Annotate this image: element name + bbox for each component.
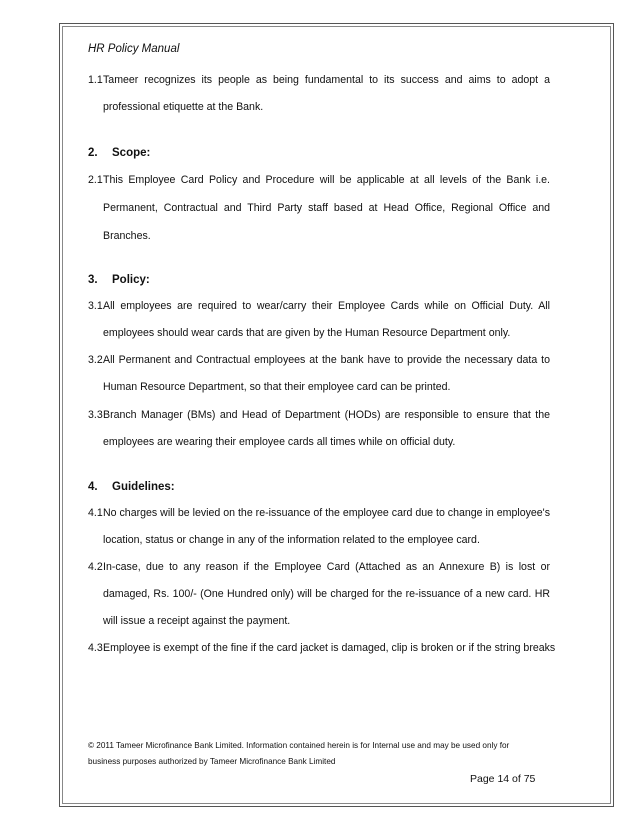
paragraph-line: No charges will be levied on the re-issuance of the employee card due to change in employee's [103,507,550,519]
paragraph-line: damaged, Rs. 100/- (One Hundred only) will be charged for the re-issuance of a new card. HR [103,588,550,600]
paragraph-number: 1.1 [88,74,103,86]
section-title: Scope: [112,147,151,159]
paragraph-line: location, status or change in any of the information related to the employee card. [103,534,480,546]
footer-line: © 2011 Tameer Microfinance Bank Limited. Information contained herein is for Internal use and may be used only for [88,741,510,750]
section-number: 2. [88,147,98,159]
section-heading-scope [88,147,150,159]
section-title: Guidelines: [112,481,175,493]
paragraph-number: 2.1 [88,174,103,186]
paragraph-number: 4.2 [88,561,103,573]
paragraph-line: All employees are required to wear/carry their Employee Cards while on Official Duty. All [103,300,550,312]
paragraph-line: will issue a receipt against the payment. [103,615,291,627]
section-title: Policy: [112,274,150,286]
paragraph-number: 3.2 [88,354,103,366]
paragraph-line: All Permanent and Contractual employees at the bank have to provide the necessary data to [103,354,550,366]
paragraph-line: Employee is exempt of the fine if the card jacket is damaged, clip is broken or if the string breaks [103,642,556,654]
page-number: Page 14 of 75 [470,773,536,785]
paragraph-line: employees are wearing their employee cards all times while on official duty. [103,436,456,448]
paragraph-number: 4.3 [88,642,103,654]
paragraph-line: professional etiquette at the Bank. [103,101,264,113]
paragraph-line: Human Resource Department, so that their employee card can be printed. [103,381,451,393]
paragraph-line: Permanent, Contractual and Third Party staff based at Head Office, Regional Office and [103,202,550,214]
section-heading-guidelines [88,481,175,493]
section-number: 4. [88,481,98,493]
paragraph-line: Branch Manager (BMs) and Head of Department (HODs) are responsible to ensure that the [103,409,550,421]
paragraph-number: 4.1 [88,507,103,519]
paragraph-number: 3.3 [88,409,103,421]
footer-line: business purposes authorized by Tameer Microfinance Bank Limited [88,757,336,766]
paragraph-line: Branches. [103,230,151,242]
footer-copyright [88,738,548,770]
paragraph-line: Tameer recognizes its people as being fundamental to its success and aims to adopt a [103,74,550,86]
paragraph-line: In-case, due to any reason if the Employee Card (Attached as an Annexure B) is lost or [103,561,550,573]
paragraph-number: 3.1 [88,300,103,312]
section-heading-policy [88,274,150,286]
paragraph-line: This Employee Card Policy and Procedure will be applicable at all levels of the Bank i.e. [103,174,550,186]
section-number: 3. [88,274,98,286]
header-title: HR Policy Manual [88,43,180,55]
paragraph-line: employees should wear cards that are given by the Human Resource Department only. [103,327,511,339]
